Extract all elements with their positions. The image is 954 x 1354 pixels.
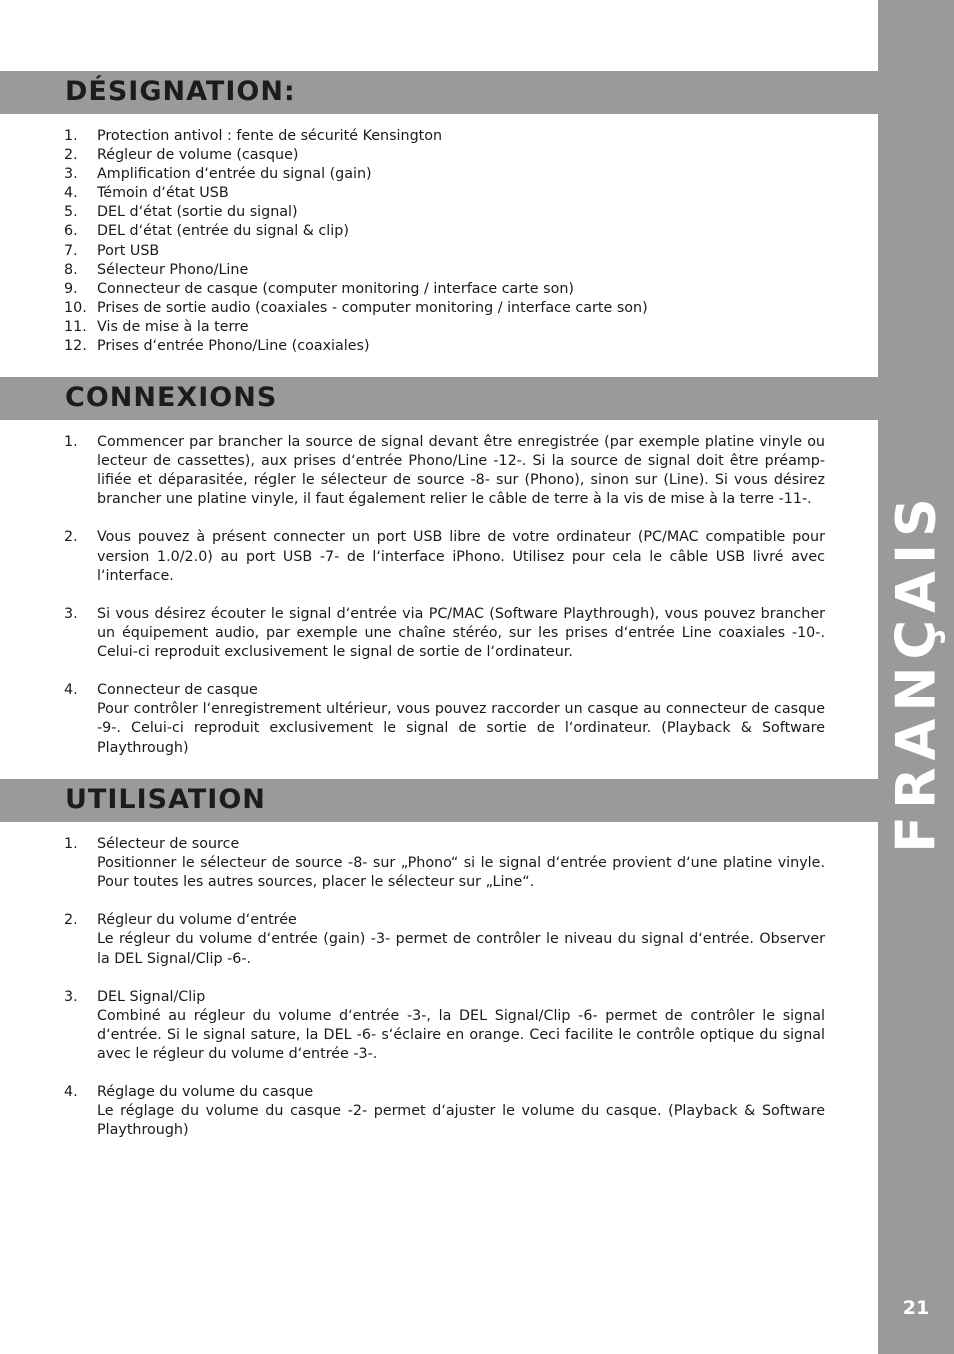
item-title: Réglage du volume du casque — [97, 1084, 314, 1101]
item-number: 3. — [64, 166, 78, 183]
item-text: DEL d‘état (entrée du signal & clip) — [97, 223, 349, 240]
item-title: Régleur du volume d‘entrée — [97, 912, 297, 929]
item-text: Protection antivol : fente de sécurité Kensington — [97, 128, 443, 144]
list-item — [64, 280, 825, 299]
item-number: 6. — [64, 223, 78, 240]
item-text: Témoin d‘état USB — [97, 185, 229, 202]
item-text: Commencer par brancher la source de signal devant être enregistrée (par exemple platine vinyle ou lecteur de cassettes), aux prises d‘entrée Phono/Line -12-. Si la source de signal doit être préamp-lifiée et déparasitée, régler le sélecteur de source -8- sur (Phono), sinon sur (Line). Si vous désirez brancher une platine vinyle, il faut également relier le câble de terre à la vis de mise à la terre -11-. — [97, 434, 825, 508]
section-header-designation — [0, 71, 878, 114]
list-item — [64, 911, 825, 968]
item-text: Connecteur de casque (computer monitoring / interface carte son) — [97, 280, 574, 297]
list-item — [64, 337, 825, 356]
side-tab-language-label: FRANÇAIS — [884, 491, 948, 853]
item-text: Combiné au régleur du volume d‘entrée -3-, la DEL Signal/Clip -6- permet de contrôler le signal d‘entrée. Si le signal sature, la DEL -6- s‘éclaire en orange. Ceci facilite le contrôle optique du signal avec le régleur du volume d‘entrée -3-. — [97, 1007, 825, 1063]
item-number: 2. — [64, 529, 78, 546]
list-item — [64, 988, 825, 1064]
list-item — [64, 184, 825, 203]
item-text: Amplification d‘entrée du signal (gain) — [97, 166, 372, 183]
section-heading: DÉSIGNATION: — [65, 76, 296, 107]
item-number: 3. — [64, 605, 78, 622]
item-text: Le régleur du volume d‘entrée (gain) -3- permet de contrôler le niveau du signal d‘entrée. Observer la DEL Signal/Clip -6-. — [97, 931, 825, 967]
list-item — [64, 681, 825, 757]
section-heading: CONNEXIONS — [65, 382, 278, 413]
list-item — [64, 605, 825, 662]
item-number: 2. — [64, 147, 78, 164]
item-number: 10. — [64, 299, 87, 316]
list-item — [64, 127, 825, 146]
item-number: 11. — [64, 318, 87, 335]
item-number: 12. — [64, 338, 87, 355]
list-item — [64, 1083, 825, 1140]
list-item — [64, 242, 825, 261]
designation-list — [64, 127, 825, 356]
item-text: Si vous désirez écouter le signal d‘entrée via PC/MAC (Software Playthrough), vous pouvez brancher un équipement audio, par exemple une chaîne stéréo, sur les prises d‘entrée Line coaxiales -10-. Celui-ci reproduit exclusivement le signal de sortie de l‘ordinateur. — [97, 605, 825, 661]
item-number: 3. — [64, 988, 78, 1005]
item-number: 9. — [64, 280, 78, 297]
list-item — [64, 318, 825, 337]
connexions-list — [64, 433, 825, 758]
item-text: DEL d‘état (sortie du signal) — [97, 204, 298, 221]
section-heading: UTILISATION — [65, 784, 266, 815]
item-number: 2. — [64, 912, 78, 929]
item-number: 1. — [64, 434, 78, 450]
list-item — [64, 835, 825, 892]
section-header-connexions — [0, 377, 878, 420]
item-text: Prises d‘entrée Phono/Line (coaxiales) — [97, 338, 370, 355]
item-text: Vis de mise à la terre — [97, 318, 249, 335]
item-number: 4. — [64, 682, 78, 699]
item-number: 1. — [64, 128, 78, 144]
page-number: 21 — [902, 1297, 930, 1319]
list-item — [64, 222, 825, 241]
utilisation-list — [64, 835, 825, 1141]
item-title: Sélecteur de source — [97, 836, 240, 852]
list-item — [64, 528, 825, 585]
list-item — [64, 146, 825, 165]
item-text: Prises de sortie audio (coaxiales - computer monitoring / interface carte son) — [97, 299, 648, 316]
item-number: 4. — [64, 185, 78, 202]
list-item — [64, 433, 825, 509]
item-text: Port USB — [97, 242, 160, 259]
item-number: 7. — [64, 242, 78, 259]
item-title: Connecteur de casque — [97, 682, 258, 699]
item-text: Le réglage du volume du casque -2- permet d‘ajuster le volume du casque. (Playback & Software Playthrough) — [97, 1103, 825, 1139]
item-number: 5. — [64, 204, 78, 221]
list-item — [64, 165, 825, 184]
item-text: Régleur de volume (casque) — [97, 147, 299, 164]
item-title: DEL Signal/Clip — [97, 988, 206, 1005]
list-item — [64, 203, 825, 222]
item-text: Pour contrôler l‘enregistrement ultérieur, vous pouvez raccorder un casque au connecteur de casque -9-. Celui-ci reproduit exclusivement le signal de sortie de l‘ordinateur. (Playback & Software Playthrough) — [97, 701, 825, 756]
item-number: 4. — [64, 1084, 78, 1101]
item-text: Vous pouvez à présent connecter un port USB libre de votre ordinateur (PC/MAC compatible pour version 1.0/2.0) au port USB -7- de l‘interface iPhono. Utilisez pour cela le câble USB livré avec l‘interface. — [97, 529, 825, 584]
list-item — [64, 261, 825, 280]
item-number: 8. — [64, 261, 78, 278]
item-number: 1. — [64, 836, 78, 852]
item-text: Sélecteur Phono/Line — [97, 261, 249, 278]
section-header-utilisation — [0, 779, 878, 822]
list-item — [64, 299, 825, 318]
item-text: Positionner le sélecteur de source -8- sur „Phono“ si le signal d‘entrée provient d‘une platine vinyle. Pour toutes les autres sources, placer le sélecteur sur „Line“. — [97, 855, 825, 891]
